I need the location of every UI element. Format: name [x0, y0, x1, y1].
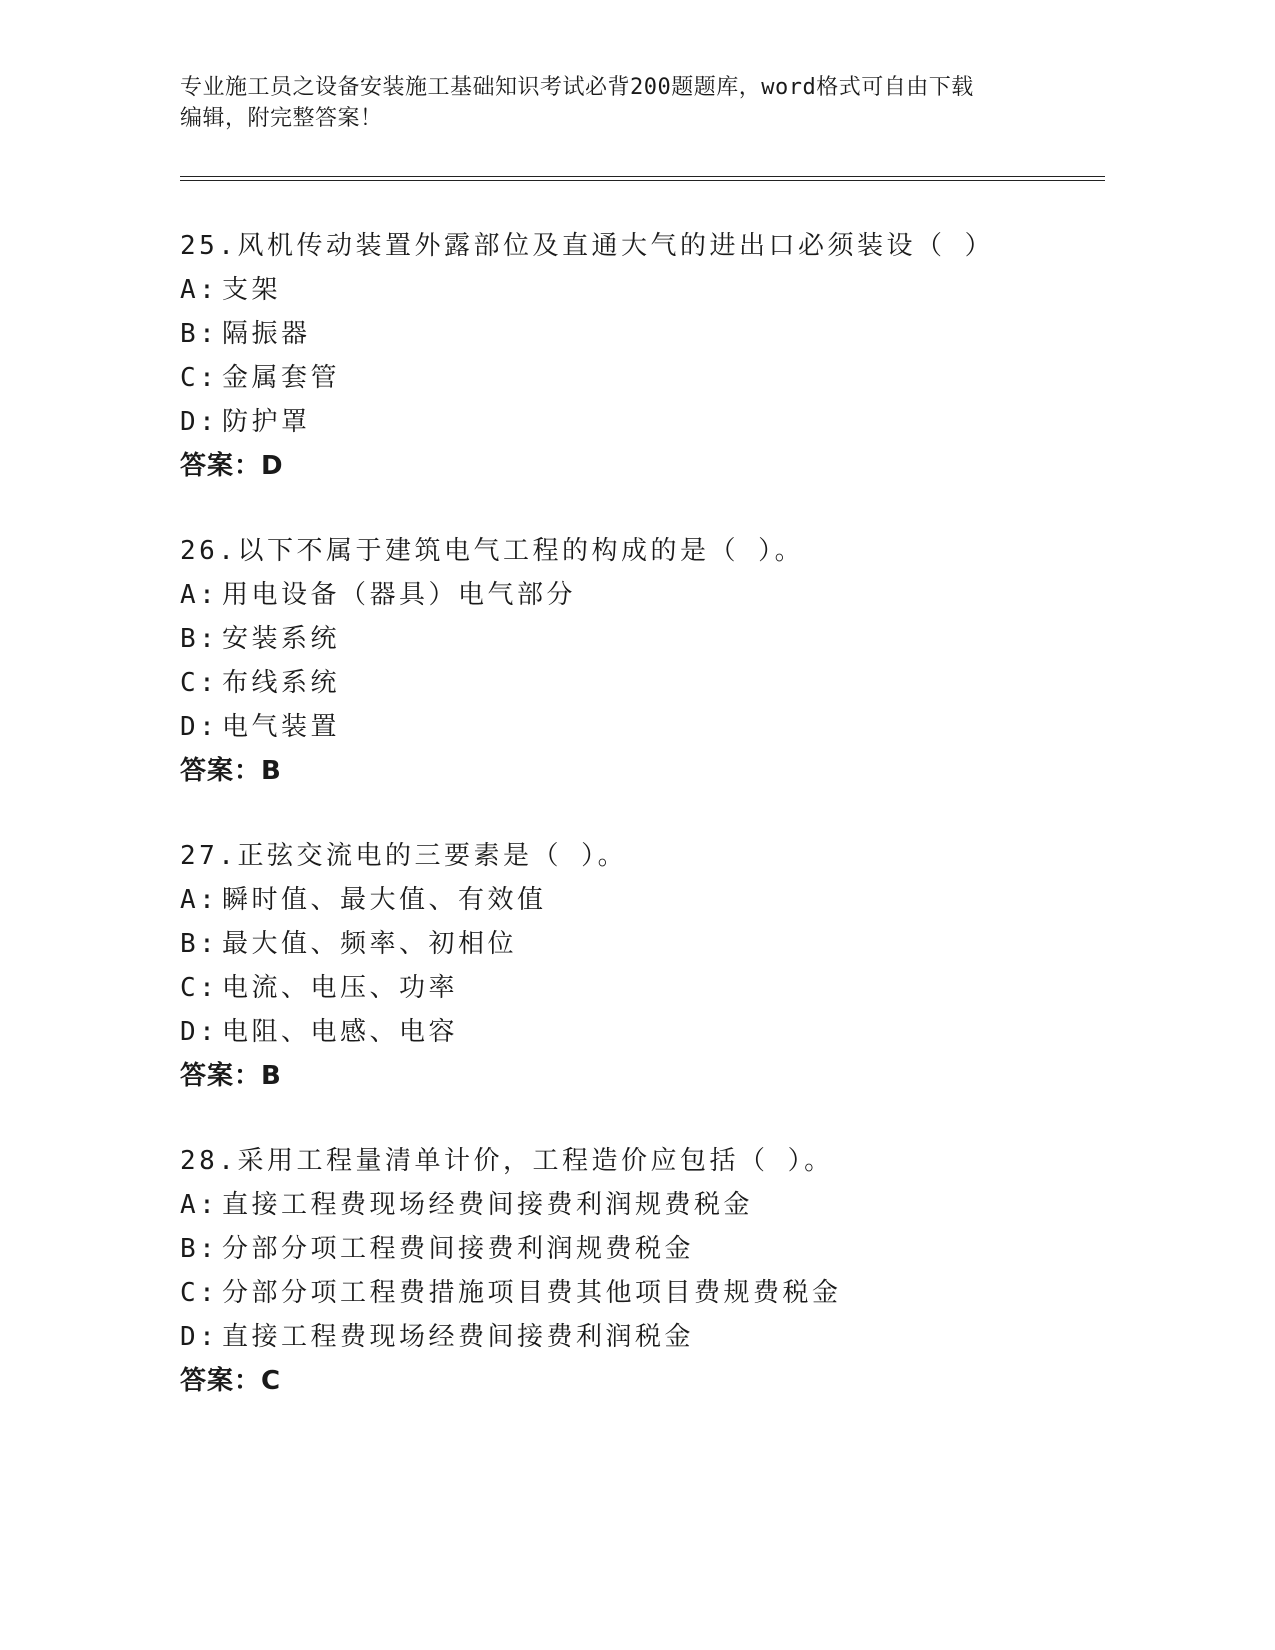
answer-value: B: [261, 1061, 282, 1091]
option-key: C:: [180, 363, 219, 393]
option-key: B:: [180, 929, 219, 959]
option-d: [180, 400, 1110, 444]
option-b: [180, 617, 1110, 661]
option-c: [180, 356, 1110, 400]
option-text: 分部分项工程费措施项目费其他项目费规费税金: [222, 1278, 842, 1308]
option-key: A:: [180, 885, 219, 915]
option-c: [180, 966, 1110, 1010]
option-text: 电阻、电感、电容: [222, 1017, 459, 1047]
option-key: C:: [180, 668, 219, 698]
header-divider: [180, 176, 1105, 181]
question-title: 25.风机传动装置外露部位及直通大气的进出口必须装设（ ）: [180, 231, 995, 261]
option-d: [180, 1010, 1110, 1054]
option-key: B:: [180, 624, 219, 654]
option-a: [180, 268, 1110, 312]
option-text: 最大值、频率、初相位: [222, 929, 518, 959]
option-a: [180, 573, 1110, 617]
option-key: B:: [180, 319, 219, 349]
answer-line: [180, 1359, 1110, 1403]
answer-value: C: [261, 1366, 282, 1396]
header-line-1: 专业施工员之设备安装施工基础知识考试必背200题题库，word格式可自由下载: [180, 75, 974, 100]
option-key: A:: [180, 1190, 219, 1220]
option-b: [180, 312, 1110, 356]
option-b: [180, 922, 1110, 966]
answer-line: [180, 749, 1110, 793]
question-title: 26.以下不属于建筑电气工程的构成的是（ ）。: [180, 536, 805, 566]
option-text: 分部分项工程费间接费利润规费税金: [222, 1234, 695, 1264]
answer-value: B: [261, 756, 282, 786]
answer-line: [180, 444, 1110, 488]
option-key: D:: [180, 712, 219, 742]
document-header: [180, 72, 1040, 134]
question-title: 28.采用工程量清单计价，工程造价应包括（ ）。: [180, 1146, 834, 1176]
option-text: 用电设备（器具）电气部分: [222, 580, 577, 610]
option-d: [180, 705, 1110, 749]
question-title: 27.正弦交流电的三要素是（ ）。: [180, 841, 628, 871]
answer-label: 答案：: [180, 756, 262, 786]
option-key: D:: [180, 1017, 219, 1047]
answer-value: D: [261, 451, 284, 481]
option-key: C:: [180, 973, 219, 1003]
option-text: 布线系统: [222, 668, 341, 698]
question-27: [180, 834, 1110, 1098]
answer-label: 答案：: [180, 1366, 262, 1396]
option-key: A:: [180, 580, 219, 610]
option-a: [180, 878, 1110, 922]
header-line-2: 编辑，附完整答案！: [180, 106, 383, 131]
question-28: [180, 1139, 1110, 1403]
option-text: 金属套管: [222, 363, 341, 393]
answer-line: [180, 1054, 1110, 1098]
answer-label: 答案：: [180, 451, 262, 481]
option-c: [180, 661, 1110, 705]
option-b: [180, 1227, 1110, 1271]
option-key: C:: [180, 1278, 219, 1308]
option-key: D:: [180, 1322, 219, 1352]
option-key: A:: [180, 275, 219, 305]
option-text: 隔振器: [222, 319, 311, 349]
option-text: 支架: [222, 275, 282, 305]
answer-label: 答案：: [180, 1061, 262, 1091]
option-key: D:: [180, 407, 219, 437]
option-text: 防护罩: [222, 407, 311, 437]
option-d: [180, 1315, 1110, 1359]
option-text: 直接工程费现场经费间接费利润规费税金: [222, 1190, 754, 1220]
option-text: 瞬时值、最大值、有效值: [222, 885, 547, 915]
option-text: 电流、电压、功率: [222, 973, 459, 1003]
option-a: [180, 1183, 1110, 1227]
option-text: 直接工程费现场经费间接费利润税金: [222, 1322, 695, 1352]
question-25: [180, 224, 1110, 488]
question-26: [180, 529, 1110, 793]
option-c: [180, 1271, 1110, 1315]
option-text: 安装系统: [222, 624, 341, 654]
option-text: 电气装置: [222, 712, 341, 742]
option-key: B:: [180, 1234, 219, 1264]
